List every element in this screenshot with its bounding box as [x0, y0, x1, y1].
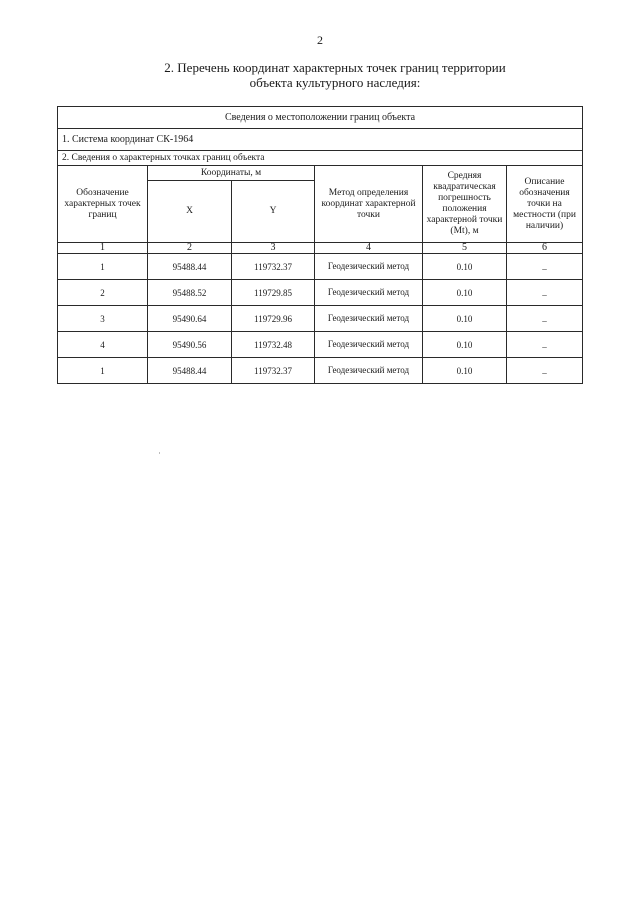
table-row — [58, 358, 583, 384]
column-number: 2 — [148, 243, 232, 254]
column-number: 1 — [58, 243, 148, 254]
error-value: 0.10 — [423, 254, 507, 280]
column-number: 6 — [507, 243, 583, 254]
header-error: Средняя квадратическая погрешность положения характерной точки (Мt), м — [423, 166, 507, 243]
header-y: Y — [232, 181, 315, 243]
description: – — [507, 332, 583, 358]
y-coordinate: 119729.85 — [232, 280, 315, 306]
error-value: 0.10 — [423, 358, 507, 384]
point-id: 4 — [58, 332, 148, 358]
error-value: 0.10 — [423, 280, 507, 306]
header-description: Описание обозначения точки на местности (при наличии) — [507, 166, 583, 243]
method: Геодезический метод — [315, 280, 423, 306]
point-id: 3 — [58, 306, 148, 332]
header-designation: Обозначение характерных точек границ — [58, 166, 148, 243]
section-title: Сведения о местоположении границ объекта — [58, 107, 583, 129]
coordinate-system: 1. Система координат СК-1964 — [58, 129, 583, 151]
column-number: 3 — [232, 243, 315, 254]
column-numbers-row — [58, 243, 583, 254]
description: – — [507, 280, 583, 306]
header-method: Метод определения координат характерной точки — [315, 166, 423, 243]
x-coordinate: 95490.56 — [148, 332, 232, 358]
table-row — [58, 254, 583, 280]
table-row — [58, 306, 583, 332]
table-row — [58, 332, 583, 358]
heading-line-1: 2. Перечень координат характерных точек границ территории — [164, 60, 506, 75]
y-coordinate: 119732.48 — [232, 332, 315, 358]
header-coordinates: Координаты, м — [148, 166, 315, 181]
page-number: 2 — [317, 33, 323, 47]
method: Геодезический метод — [315, 358, 423, 384]
y-coordinate: 119732.37 — [232, 254, 315, 280]
x-coordinate: 95488.44 — [148, 254, 232, 280]
x-coordinate: 95490.64 — [148, 306, 232, 332]
error-value: 0.10 — [423, 332, 507, 358]
description: – — [507, 254, 583, 280]
header-x: X — [148, 181, 232, 243]
point-id: 1 — [58, 254, 148, 280]
column-number: 5 — [423, 243, 507, 254]
point-id: 2 — [58, 280, 148, 306]
column-number: 4 — [315, 243, 423, 254]
x-coordinate: 95488.44 — [148, 358, 232, 384]
table-row — [58, 280, 583, 306]
method: Геодезический метод — [315, 254, 423, 280]
error-value: 0.10 — [423, 306, 507, 332]
x-coordinate: 95488.52 — [148, 280, 232, 306]
method: Геодезический метод — [315, 306, 423, 332]
method: Геодезический метод — [315, 332, 423, 358]
heading-line-2: объекта культурного наследия: — [249, 75, 421, 90]
y-coordinate: 119732.37 — [232, 358, 315, 384]
description: – — [507, 306, 583, 332]
points-title: 2. Сведения о характерных точках границ объекта — [58, 151, 583, 166]
document-heading — [100, 60, 570, 90]
y-coordinate: 119729.96 — [232, 306, 315, 332]
point-id: 1 — [58, 358, 148, 384]
description: – — [507, 358, 583, 384]
coordinates-table — [57, 106, 583, 384]
scan-artifact — [159, 452, 160, 454]
